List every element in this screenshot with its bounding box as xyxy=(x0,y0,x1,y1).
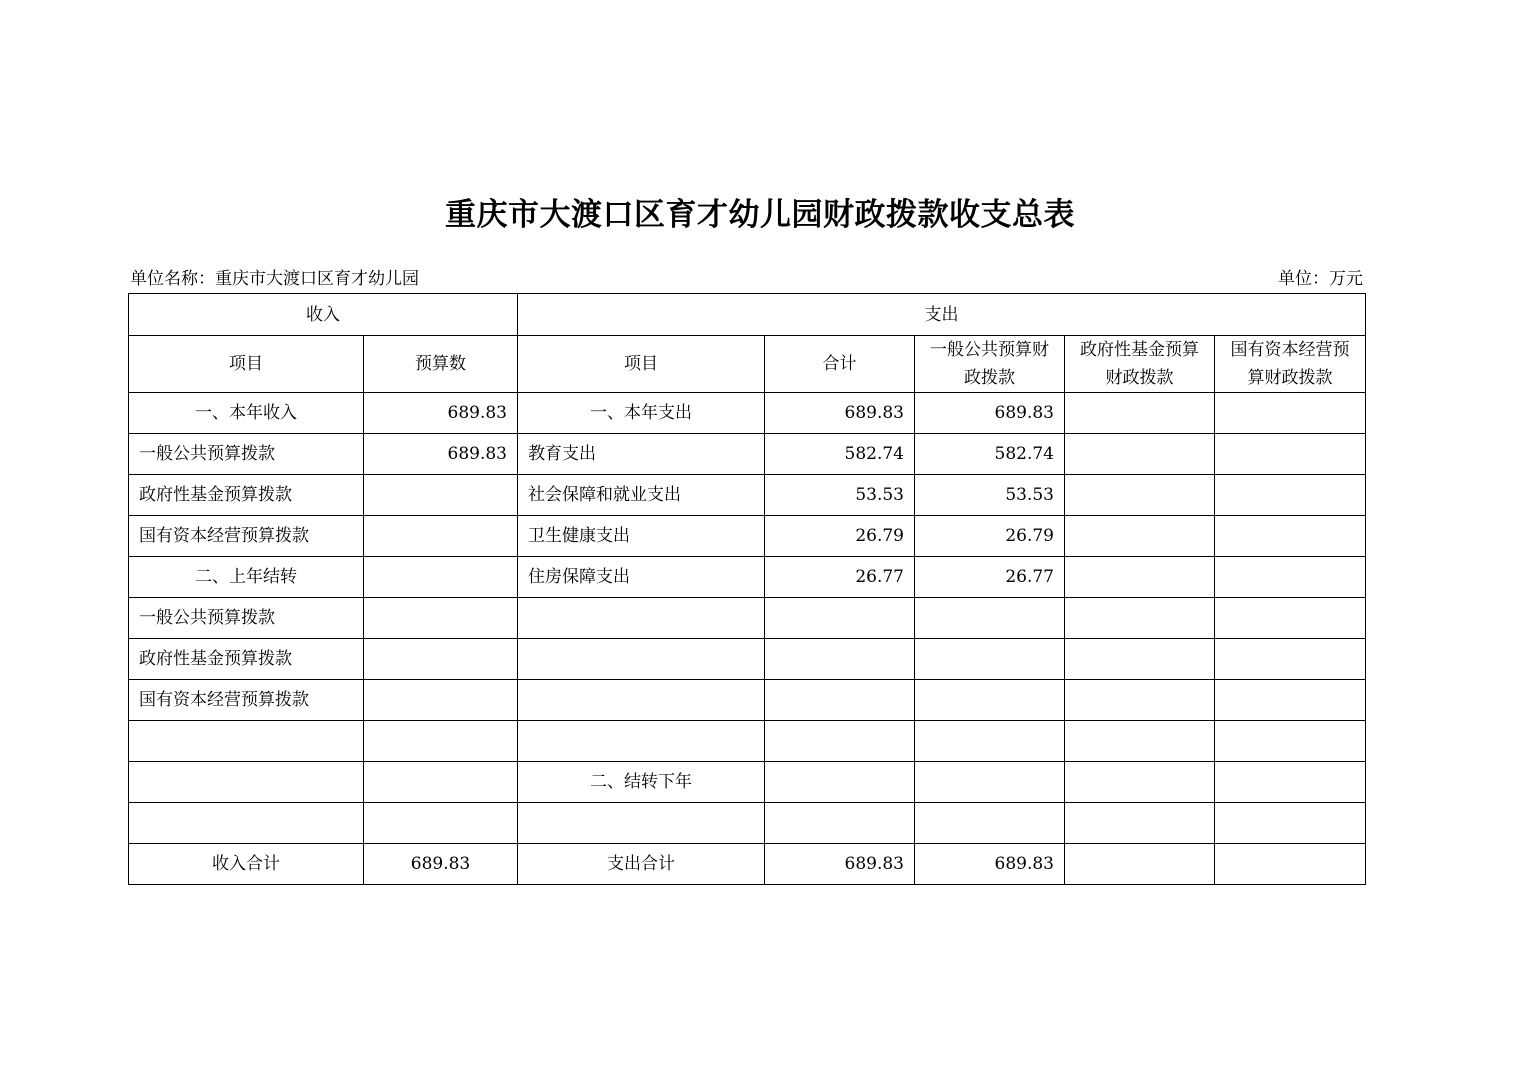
state-capital-cell xyxy=(1215,434,1366,475)
income-item-cell xyxy=(129,721,364,762)
state-capital-cell xyxy=(1215,475,1366,516)
total-cell: 582.74 xyxy=(765,434,915,475)
total-cell xyxy=(765,721,915,762)
table-row xyxy=(129,557,1366,598)
total-cell xyxy=(765,680,915,721)
state-capital-cell xyxy=(1215,393,1366,434)
total-cell xyxy=(765,598,915,639)
state-capital-cell xyxy=(1215,557,1366,598)
state-capital-cell xyxy=(1215,762,1366,803)
table-row xyxy=(129,475,1366,516)
total-cell xyxy=(765,803,915,844)
income-budget-cell xyxy=(364,516,518,557)
expense-item-cell: 教育支出 xyxy=(518,434,765,475)
col-header-general-budget: 一般公共预算财政拨款 xyxy=(915,336,1065,393)
income-item-cell: 国有资本经营预算拨款 xyxy=(129,680,364,721)
expense-item-cell: 社会保障和就业支出 xyxy=(518,475,765,516)
income-budget-cell: 689.83 xyxy=(364,844,518,885)
expense-item-cell: 支出合计 xyxy=(518,844,765,885)
expense-item-cell xyxy=(518,803,765,844)
total-cell: 689.83 xyxy=(765,844,915,885)
state-capital-cell xyxy=(1215,721,1366,762)
income-budget-cell xyxy=(364,598,518,639)
general-budget-cell: 689.83 xyxy=(915,393,1065,434)
general-budget-cell: 582.74 xyxy=(915,434,1065,475)
col-header-expense-item: 项目 xyxy=(518,336,765,393)
general-budget-cell xyxy=(915,680,1065,721)
income-item-cell: 二、上年结转 xyxy=(129,557,364,598)
total-cell xyxy=(765,639,915,680)
expense-item-cell: 二、结转下年 xyxy=(518,762,765,803)
state-capital-cell xyxy=(1215,803,1366,844)
gov-fund-cell xyxy=(1065,762,1215,803)
col-header-income-item: 项目 xyxy=(129,336,364,393)
expense-item-cell xyxy=(518,721,765,762)
state-capital-cell xyxy=(1215,639,1366,680)
currency-unit-label: 单位：万元 xyxy=(1278,269,1363,289)
col-header-total: 合计 xyxy=(765,336,915,393)
general-budget-cell xyxy=(915,639,1065,680)
expense-item-cell: 卫生健康支出 xyxy=(518,516,765,557)
income-budget-cell xyxy=(364,721,518,762)
budget-summary-table xyxy=(128,293,1366,885)
total-cell xyxy=(765,762,915,803)
income-item-cell: 一、本年收入 xyxy=(129,393,364,434)
totals-row xyxy=(129,844,1366,885)
general-budget-cell: 53.53 xyxy=(915,475,1065,516)
general-budget-cell xyxy=(915,803,1065,844)
income-item-cell: 国有资本经营预算拨款 xyxy=(129,516,364,557)
income-item-cell: 一般公共预算拨款 xyxy=(129,598,364,639)
gov-fund-cell xyxy=(1065,639,1215,680)
gov-fund-cell xyxy=(1065,557,1215,598)
expense-item-cell: 住房保障支出 xyxy=(518,557,765,598)
gov-fund-cell xyxy=(1065,475,1215,516)
gov-fund-cell xyxy=(1065,844,1215,885)
income-item-cell xyxy=(129,762,364,803)
expense-item-cell xyxy=(518,598,765,639)
gov-fund-cell xyxy=(1065,803,1215,844)
total-cell: 689.83 xyxy=(765,393,915,434)
table-row xyxy=(129,598,1366,639)
income-budget-cell xyxy=(364,680,518,721)
table-row xyxy=(129,434,1366,475)
gov-fund-cell xyxy=(1065,598,1215,639)
income-item-cell: 一般公共预算拨款 xyxy=(129,434,364,475)
general-budget-cell: 26.79 xyxy=(915,516,1065,557)
table-row xyxy=(129,803,1366,844)
income-budget-cell xyxy=(364,475,518,516)
expense-item-cell: 一、本年支出 xyxy=(518,393,765,434)
expense-item-cell xyxy=(518,639,765,680)
general-budget-cell: 26.77 xyxy=(915,557,1065,598)
expense-group-header: 支出 xyxy=(518,294,1366,336)
general-budget-cell xyxy=(915,762,1065,803)
income-group-header: 收入 xyxy=(129,294,518,336)
group-header-row xyxy=(129,294,1366,336)
unit-name-label: 单位名称：重庆市大渡口区育才幼儿园 xyxy=(130,269,419,289)
income-budget-cell xyxy=(364,639,518,680)
general-budget-cell xyxy=(915,721,1065,762)
table-row xyxy=(129,639,1366,680)
income-budget-cell: 689.83 xyxy=(364,393,518,434)
income-budget-cell xyxy=(364,557,518,598)
gov-fund-cell xyxy=(1065,434,1215,475)
total-cell: 26.79 xyxy=(765,516,915,557)
table-row xyxy=(129,721,1366,762)
state-capital-cell xyxy=(1215,844,1366,885)
column-header-row xyxy=(129,336,1366,393)
gov-fund-cell xyxy=(1065,721,1215,762)
income-budget-cell xyxy=(364,762,518,803)
gov-fund-cell xyxy=(1065,393,1215,434)
expense-item-cell xyxy=(518,680,765,721)
income-item-cell xyxy=(129,803,364,844)
col-header-gov-fund: 政府性基金预算财政拨款 xyxy=(1065,336,1215,393)
table-row xyxy=(129,516,1366,557)
general-budget-cell xyxy=(915,598,1065,639)
table-body xyxy=(129,393,1366,885)
total-cell: 26.77 xyxy=(765,557,915,598)
table-row xyxy=(129,393,1366,434)
col-header-state-capital: 国有资本经营预算财政拨款 xyxy=(1215,336,1366,393)
general-budget-cell: 689.83 xyxy=(915,844,1065,885)
state-capital-cell xyxy=(1215,680,1366,721)
col-header-income-budget: 预算数 xyxy=(364,336,518,393)
total-cell: 53.53 xyxy=(765,475,915,516)
state-capital-cell xyxy=(1215,516,1366,557)
gov-fund-cell xyxy=(1065,516,1215,557)
state-capital-cell xyxy=(1215,598,1366,639)
gov-fund-cell xyxy=(1065,680,1215,721)
table-row xyxy=(129,762,1366,803)
income-item-cell: 政府性基金预算拨款 xyxy=(129,475,364,516)
table-row xyxy=(129,680,1366,721)
income-item-cell: 政府性基金预算拨款 xyxy=(129,639,364,680)
page-title: 重庆市大渡口区育才幼儿园财政拨款收支总表 xyxy=(445,197,1075,233)
income-budget-cell xyxy=(364,803,518,844)
income-budget-cell: 689.83 xyxy=(364,434,518,475)
income-item-cell: 收入合计 xyxy=(129,844,364,885)
